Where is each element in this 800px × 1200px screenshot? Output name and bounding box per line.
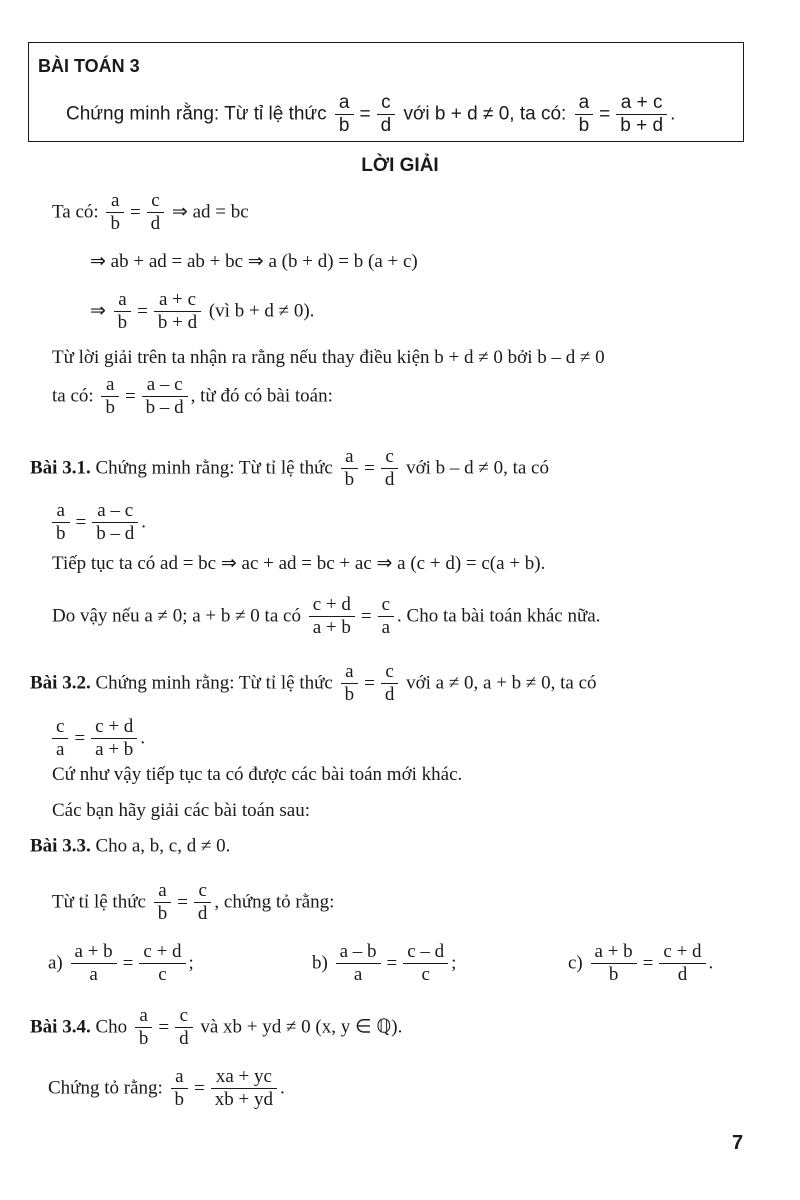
fraction: $\frac{c}{d}$ xyxy=(381,446,399,491)
fraction: $\frac{a}{b}$ xyxy=(101,374,119,419)
fraction: $\frac{xa + yc}{xb + yd}$ xyxy=(211,1066,277,1111)
exercise-3-2-result: $\frac{c}{a}$ = $\frac{c + d}{a + b}$ . xyxy=(52,716,145,761)
exercise-3-4: Bài 3.4. Cho $\frac{a}{b}$ = $\frac{c}{d}$ và xb + yd ≠ 0 (x, y ∈ ℚ). xyxy=(30,1005,403,1049)
exercise-3-3: Bài 3.3. Cho a, b, c, d ≠ 0. xyxy=(30,835,231,857)
solution-line-4: Từ lời giải trên ta nhận ra rằng nếu thay điều kiện b + d ≠ 0 bởi b – d ≠ 0 xyxy=(52,347,605,368)
fraction: $\frac{c}{a}$ xyxy=(378,594,394,639)
fraction-apc-over-bpd: $\frac{a + c}{b + d}$ xyxy=(616,92,667,137)
fraction: $\frac{a + b}{a}$ xyxy=(71,941,117,986)
solution-line-3: ⇒ $\frac{a}{b}$ = $\frac{a + c}{b + d}$ (vì b + d ≠ 0). xyxy=(90,289,315,333)
exercise-label: Bài 3.2. xyxy=(30,672,91,694)
solution-line-2: ⇒ ab + ad = ab + bc ⇒ a (b + d) = b (a + c) xyxy=(90,251,418,272)
fraction-a-over-b: $\frac{a}{b}$ xyxy=(335,92,354,137)
page-number: 7 xyxy=(732,1132,744,1154)
fraction: $\frac{c}{d}$ xyxy=(175,1005,193,1050)
fraction: $\frac{c + d}{d}$ xyxy=(659,941,705,986)
exercise-3-2: Bài 3.2. Chứng minh rằng: Từ tỉ lệ thức $\frac{a}{b}$ = $\frac{c}{d}$ với a ≠ 0, a + b ≠ 0, ta có xyxy=(30,661,597,705)
exercise-3-1-line-4: Do vậy nếu a ≠ 0; a + b ≠ 0 ta có $\frac{c + d}{a + b}$ = $\frac{c}{a}$ . Cho ta bài toán khác nữa. xyxy=(52,594,601,638)
solution-heading: LỜI GIẢI xyxy=(361,155,439,176)
fraction: $\frac{a}{b}$ xyxy=(135,1005,153,1050)
fraction: $\frac{c + d}{a + b}$ xyxy=(91,716,137,761)
fraction: $\frac{c}{d}$ xyxy=(194,880,212,925)
fraction: $\frac{a}{b}$ xyxy=(341,446,359,491)
exercise-label: Bài 3.3. xyxy=(30,835,91,857)
solution-line-1: Ta có: $\frac{a}{b}$ = $\frac{c}{d}$ ⇒ ad = bc xyxy=(52,190,249,234)
fraction: $\frac{a}{b}$ xyxy=(106,190,124,235)
exercise-3-3-line-2: Từ tỉ lệ thức $\frac{a}{b}$ = $\frac{c}{d}$ , chứng tỏ rằng: xyxy=(52,880,335,924)
fraction: $\frac{a}{b}$ xyxy=(114,289,132,334)
exercise-3-2-line-4: Các bạn hãy giải các bài toán sau: xyxy=(52,800,310,821)
fraction: $\frac{a - b}{a}$ xyxy=(336,941,381,986)
exercise-3-2-line-3: Cứ như vậy tiếp tục ta có được các bài toán mới khác. xyxy=(52,764,463,785)
fraction: $\frac{c + d}{c}$ xyxy=(139,941,185,986)
exercise-label: Bài 3.1. xyxy=(30,457,91,479)
exercise-3-3-option-a: a) $\frac{a + b}{a}$ = $\frac{c + d}{c}$ ; xyxy=(48,941,194,985)
fraction: $\frac{a}{b}$ xyxy=(154,880,172,925)
fraction: $\frac{a}{b}$ xyxy=(341,661,359,706)
exercise-3-1-result: $\frac{a}{b}$ = $\frac{a - c}{b - d}$ . xyxy=(52,500,146,545)
fraction: $\frac{c - d}{c}$ xyxy=(403,941,448,986)
fraction: $\frac{a + c}{b + d}$ xyxy=(154,289,201,334)
problem-prefix: Chứng minh rằng: Từ tỉ lệ thức xyxy=(66,103,327,125)
fraction: $\frac{c}{d}$ xyxy=(147,190,165,235)
fraction: $\frac{a - c}{b - d}$ xyxy=(92,500,138,545)
fraction: $\frac{a}{b}$ xyxy=(171,1066,189,1111)
fraction: $\frac{c + d}{a + b}$ xyxy=(309,594,355,639)
exercise-3-4-line-2: Chứng tỏ rằng: $\frac{a}{b}$ = $\frac{xa + yc}{xb + yd}$ . xyxy=(48,1066,285,1110)
exercise-3-3-option-b: b) $\frac{a - b}{a}$ = $\frac{c - d}{c}$ ; xyxy=(312,941,457,985)
fraction: $\frac{a}{b}$ xyxy=(52,500,70,545)
fraction: $\frac{a - c}{b - d}$ xyxy=(142,374,188,419)
fraction-c-over-d: $\frac{c}{d}$ xyxy=(377,92,396,137)
problem-condition: với b + d ≠ 0, ta có: xyxy=(403,103,567,125)
exercise-3-1-line-3: Tiếp tục ta có ad = bc ⇒ ac + ad = bc + ac ⇒ a (c + d) = c(a + b). xyxy=(52,553,546,574)
fraction: $\frac{c}{d}$ xyxy=(381,661,399,706)
exercise-label: Bài 3.4. xyxy=(30,1016,91,1038)
problem-statement: Chứng minh rằng: Từ tỉ lệ thức $\frac{a}{b}$ = $\frac{c}{d}$ với b + d ≠ 0, ta có: $\frac{a}{b}$ = $\frac{a + c}{b + d}$ . xyxy=(66,92,676,136)
exercise-3-1: Bài 3.1. Chứng minh rằng: Từ tỉ lệ thức $\frac{a}{b}$ = $\frac{c}{d}$ với b – d ≠ 0, ta có xyxy=(30,446,549,490)
problem-title: BÀI TOÁN 3 xyxy=(38,56,140,76)
fraction: $\frac{c}{a}$ xyxy=(52,716,68,761)
fraction: $\frac{a + b}{b}$ xyxy=(591,941,637,986)
exercise-3-3-option-c: c) $\frac{a + b}{b}$ = $\frac{c + d}{d}$ . xyxy=(568,941,714,985)
solution-line-5: ta có: $\frac{a}{b}$ = $\frac{a - c}{b - d}$ , từ đó có bài toán: xyxy=(52,374,333,418)
fraction-a-over-b: $\frac{a}{b}$ xyxy=(575,92,594,137)
